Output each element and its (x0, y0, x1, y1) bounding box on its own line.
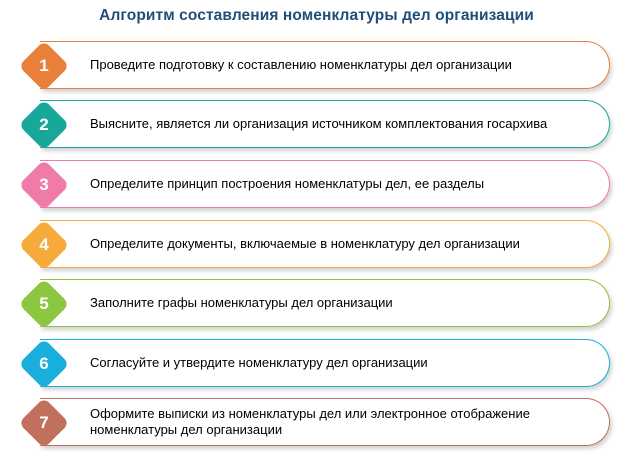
step-number: 1 (39, 56, 49, 75)
step-5 (0, 274, 633, 334)
step-text: Выясните, является ли организация источником комплектования госархива (90, 116, 548, 131)
step-number: 6 (39, 354, 49, 373)
step-text: Согласуйте и утвердите номенклатуру дел организации (90, 355, 428, 370)
step-number: 5 (39, 294, 49, 313)
step-text: Определите принцип построения номенклатуры дел, ее разделы (90, 176, 485, 191)
step-7 (0, 393, 633, 453)
step-number: 7 (39, 413, 49, 432)
diagram-title: Алгоритм составления номенклатуры дел организации (99, 7, 534, 24)
step-3 (0, 155, 633, 215)
step-text: Определите документы, включаемые в номенклатуру дел организации (90, 236, 520, 251)
step-1 (0, 36, 633, 96)
step-text: Проведите подготовку к составлению номенклатуры дел организации (90, 57, 512, 72)
step-2 (0, 95, 633, 155)
step-6 (0, 334, 633, 394)
step-number: 4 (39, 235, 49, 254)
step-4 (0, 215, 633, 275)
step-text: Заполните графы номенклатуры дел организации (90, 295, 393, 310)
step-number: 2 (39, 115, 49, 134)
step-number: 3 (39, 175, 49, 194)
step-text: Оформите выписки из номенклатуры дел или электронное отображение номенклатуры дел организации (90, 406, 530, 437)
